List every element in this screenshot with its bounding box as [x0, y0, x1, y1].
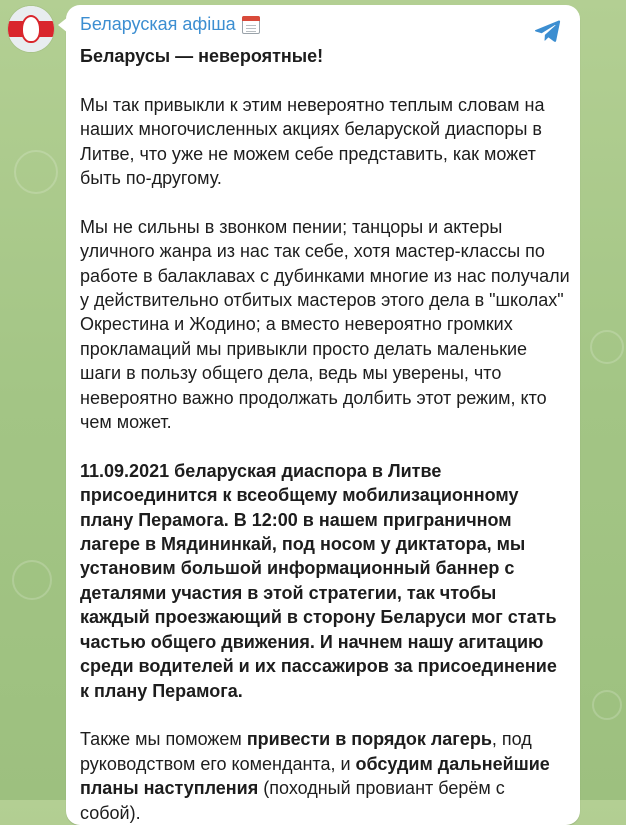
- telegram-share-icon[interactable]: [532, 16, 562, 46]
- wallpaper-doodle: [14, 150, 58, 194]
- wallpaper-doodle: [12, 560, 52, 600]
- emblem-icon: [21, 15, 41, 43]
- paragraph-spacer: [80, 68, 570, 92]
- post-paragraph-bold: 11.09.2021 беларуская диаспора в Литве присоединится к всеобщему мобилизационному плану Перамога. В 12:00 в нашем приграничном лагере в Мядининкай, под носом у диктатора, мы установим большой информационный баннер с деталями участия в этой стратегии, так чтобы каждый проезжающий в сторону Беларуси мог стать частью общего движения. И начнем нашу агитацию среди водителей и их пассажиров за присоединение к плану Перамога.: [80, 460, 557, 701]
- channel-avatar[interactable]: [8, 6, 54, 52]
- post-paragraph: [80, 727, 570, 825]
- post-body: [80, 44, 570, 825]
- paragraph-spacer: [80, 434, 570, 458]
- wallpaper-doodle: [590, 330, 624, 364]
- wallpaper-doodle: [592, 690, 622, 720]
- text-run: , под руководством его коменданта, и: [80, 729, 532, 774]
- paragraph-spacer: [80, 703, 570, 727]
- text-run: Также мы поможем: [80, 729, 247, 750]
- post-paragraph: Мы так привыкли к этим невероятно теплым словам на наших многочисленных акциях беларуской диаспоры в Литве, что уже не можем себе представить, как может быть по-другому.: [80, 94, 545, 189]
- post-title: Беларусы — невероятные!: [80, 46, 324, 66]
- calendar-icon: [242, 16, 260, 34]
- post-paragraph: Мы не сильны в звонком пении; танцоры и актеры уличного жанра из нас так себе, хотя мастер-классы по работе в балаклавах с дубинками многие из нас получали у действительно отбитых мастеров этого дела в "школах" Окрестина и Жодино; а вместо невероятно громких прокламаций мы привыкли просто делать маленькие шаги в пользу общего дела, ведь мы уверены, что невероятно важно продолжать долбить этот режим, кто чем может.: [80, 216, 570, 433]
- text-run: (походный провиант берём с собой).: [80, 778, 505, 823]
- channel-name[interactable]: [80, 14, 260, 35]
- text-run-bold: привести в порядок лагерь: [246, 729, 492, 750]
- channel-name-label: Беларуская афіша: [80, 14, 236, 34]
- text-run-bold: обсудим дальнейшие планы наступления: [80, 753, 550, 799]
- paragraph-spacer: [80, 190, 570, 214]
